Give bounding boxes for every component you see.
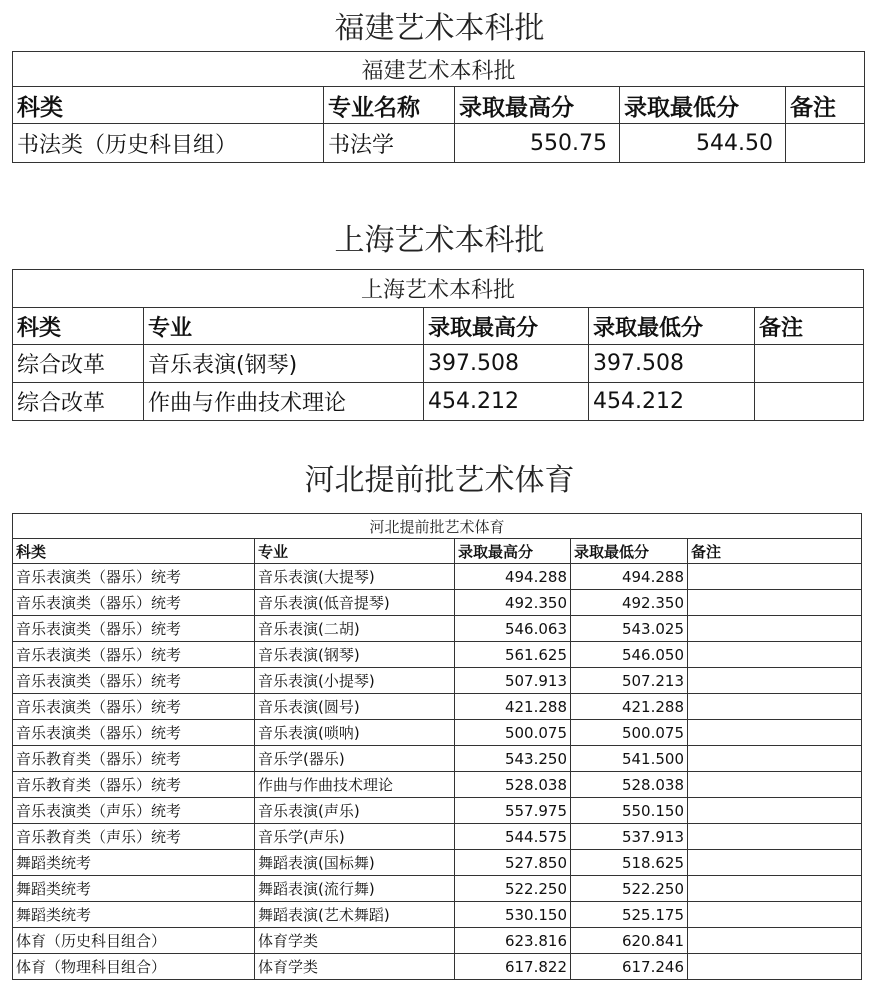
table-row <box>13 824 862 850</box>
remark-cell <box>688 876 862 902</box>
category-cell: 舞蹈类统考 <box>13 876 255 902</box>
remark-cell <box>688 668 862 694</box>
major-cell: 音乐学(声乐) <box>255 824 455 850</box>
min-score-cell: 537.913 <box>571 824 688 850</box>
table-row <box>13 876 862 902</box>
min-score-cell: 541.500 <box>571 746 688 772</box>
remark-cell <box>688 902 862 928</box>
min-score-cell: 528.038 <box>571 772 688 798</box>
fujian-heading: 福建艺术本科批 <box>334 11 545 46</box>
min-score-cell: 617.246 <box>571 954 688 980</box>
header-cell: 专业 <box>144 308 424 345</box>
major-cell: 体育学类 <box>255 954 455 980</box>
remark-cell <box>688 824 862 850</box>
max-score-cell: 546.063 <box>455 616 571 642</box>
table-caption: 河北提前批艺术体育 <box>13 514 862 539</box>
major-cell: 音乐表演(低音提琴) <box>255 590 455 616</box>
table-caption: 福建艺术本科批 <box>13 52 865 87</box>
major-cell: 音乐表演(圆号) <box>255 694 455 720</box>
max-score-cell: 528.038 <box>455 772 571 798</box>
major-cell: 作曲与作曲技术理论 <box>255 772 455 798</box>
min-score-cell: 518.625 <box>571 850 688 876</box>
shanghai-heading: 上海艺术本科批 <box>334 223 545 258</box>
min-score-cell: 525.175 <box>571 902 688 928</box>
table-row <box>13 720 862 746</box>
table-row <box>13 928 862 954</box>
remark-cell <box>688 928 862 954</box>
min-score-cell: 543.025 <box>571 616 688 642</box>
remark-cell <box>688 720 862 746</box>
table-row <box>13 798 862 824</box>
hebei-table <box>12 513 862 980</box>
table-row <box>13 383 864 421</box>
category-cell: 音乐表演类（器乐）统考 <box>13 642 255 668</box>
min-score-cell: 546.050 <box>571 642 688 668</box>
fujian-table <box>12 51 865 163</box>
table-caption: 上海艺术本科批 <box>13 270 864 308</box>
header-cell: 录取最低分 <box>589 308 755 345</box>
remark-cell <box>688 746 862 772</box>
min-score-cell: 507.213 <box>571 668 688 694</box>
min-score-cell: 522.250 <box>571 876 688 902</box>
major-cell: 作曲与作曲技术理论 <box>144 383 424 421</box>
max-score-cell: 492.350 <box>455 590 571 616</box>
table-row <box>13 590 862 616</box>
max-score-cell: 421.288 <box>455 694 571 720</box>
category-cell: 体育（历史科目组合） <box>13 928 255 954</box>
max-score-cell: 454.212 <box>424 383 589 421</box>
major-cell: 音乐表演(钢琴) <box>255 642 455 668</box>
major-cell: 音乐表演(钢琴) <box>144 345 424 383</box>
category-cell: 音乐表演类（器乐）统考 <box>13 564 255 590</box>
header-cell: 录取最高分 <box>455 87 620 124</box>
header-row <box>13 87 865 124</box>
max-score-cell: 550.75 <box>455 124 620 163</box>
max-score-cell: 507.913 <box>455 668 571 694</box>
max-score-cell: 623.816 <box>455 928 571 954</box>
category-cell: 音乐表演类（器乐）统考 <box>13 616 255 642</box>
min-score-cell: 421.288 <box>571 694 688 720</box>
remark-cell <box>688 772 862 798</box>
category-cell: 音乐表演类（器乐）统考 <box>13 590 255 616</box>
remark-cell <box>688 616 862 642</box>
header-cell: 专业名称 <box>324 87 455 124</box>
max-score-cell: 617.822 <box>455 954 571 980</box>
header-cell: 备注 <box>755 308 864 345</box>
category-cell: 舞蹈类统考 <box>13 902 255 928</box>
category-cell: 音乐表演类（声乐）统考 <box>13 798 255 824</box>
hebei-table-body <box>13 564 862 980</box>
min-score-cell: 500.075 <box>571 720 688 746</box>
max-score-cell: 500.075 <box>455 720 571 746</box>
max-score-cell: 522.250 <box>455 876 571 902</box>
category-cell: 音乐表演类（器乐）统考 <box>13 694 255 720</box>
category-cell: 体育（物理科目组合） <box>13 954 255 980</box>
min-score-cell: 492.350 <box>571 590 688 616</box>
category-cell: 综合改革 <box>13 345 144 383</box>
table-row <box>13 772 862 798</box>
header-cell: 录取最低分 <box>571 539 688 564</box>
header-row <box>13 308 864 345</box>
category-cell: 音乐表演类（器乐）统考 <box>13 668 255 694</box>
header-cell: 录取最高分 <box>455 539 571 564</box>
major-cell: 书法学 <box>324 124 455 163</box>
table-row <box>13 850 862 876</box>
category-cell: 音乐教育类（器乐）统考 <box>13 772 255 798</box>
major-cell: 音乐学(器乐) <box>255 746 455 772</box>
category-cell: 音乐表演类（器乐）统考 <box>13 720 255 746</box>
hebei-heading: 河北提前批艺术体育 <box>304 463 575 498</box>
min-score-cell: 494.288 <box>571 564 688 590</box>
category-cell: 书法类（历史科目组） <box>13 124 324 163</box>
shanghai-table <box>12 269 864 421</box>
max-score-cell: 561.625 <box>455 642 571 668</box>
major-cell: 舞蹈表演(艺术舞蹈) <box>255 902 455 928</box>
header-cell: 科类 <box>13 308 144 345</box>
max-score-cell: 544.575 <box>455 824 571 850</box>
major-cell: 体育学类 <box>255 928 455 954</box>
category-cell: 舞蹈类统考 <box>13 850 255 876</box>
min-score-cell: 454.212 <box>589 383 755 421</box>
max-score-cell: 397.508 <box>424 345 589 383</box>
table-row <box>13 345 864 383</box>
header-cell: 录取最高分 <box>424 308 589 345</box>
remark-cell <box>688 798 862 824</box>
header-cell: 专业 <box>255 539 455 564</box>
max-score-cell: 543.250 <box>455 746 571 772</box>
min-score-cell: 620.841 <box>571 928 688 954</box>
table-row <box>13 694 862 720</box>
remark-cell <box>688 590 862 616</box>
header-cell: 备注 <box>688 539 862 564</box>
remark-cell <box>688 564 862 590</box>
max-score-cell: 494.288 <box>455 564 571 590</box>
category-cell: 综合改革 <box>13 383 144 421</box>
min-score-cell: 397.508 <box>589 345 755 383</box>
major-cell: 音乐表演(二胡) <box>255 616 455 642</box>
table-row <box>13 564 862 590</box>
table-row <box>13 642 862 668</box>
max-score-cell: 530.150 <box>455 902 571 928</box>
table-row <box>13 954 862 980</box>
remark-cell <box>688 642 862 668</box>
major-cell: 舞蹈表演(国标舞) <box>255 850 455 876</box>
remark-cell <box>755 345 864 383</box>
header-cell: 科类 <box>13 87 324 124</box>
major-cell: 舞蹈表演(流行舞) <box>255 876 455 902</box>
table-row <box>13 616 862 642</box>
major-cell: 音乐表演(声乐) <box>255 798 455 824</box>
remark-cell <box>688 694 862 720</box>
header-cell: 科类 <box>13 539 255 564</box>
max-score-cell: 557.975 <box>455 798 571 824</box>
table-row <box>13 746 862 772</box>
header-row <box>13 539 862 564</box>
major-cell: 音乐表演(大提琴) <box>255 564 455 590</box>
remark-cell <box>688 954 862 980</box>
table-row <box>13 124 865 163</box>
category-cell: 音乐教育类（声乐）统考 <box>13 824 255 850</box>
header-cell: 备注 <box>786 87 865 124</box>
category-cell: 音乐教育类（器乐）统考 <box>13 746 255 772</box>
max-score-cell: 527.850 <box>455 850 571 876</box>
min-score-cell: 550.150 <box>571 798 688 824</box>
table-row <box>13 668 862 694</box>
major-cell: 音乐表演(小提琴) <box>255 668 455 694</box>
min-score-cell: 544.50 <box>620 124 786 163</box>
remark-cell <box>755 383 864 421</box>
remark-cell <box>688 850 862 876</box>
remark-cell <box>786 124 865 163</box>
header-cell: 录取最低分 <box>620 87 786 124</box>
table-row <box>13 902 862 928</box>
major-cell: 音乐表演(唢呐) <box>255 720 455 746</box>
